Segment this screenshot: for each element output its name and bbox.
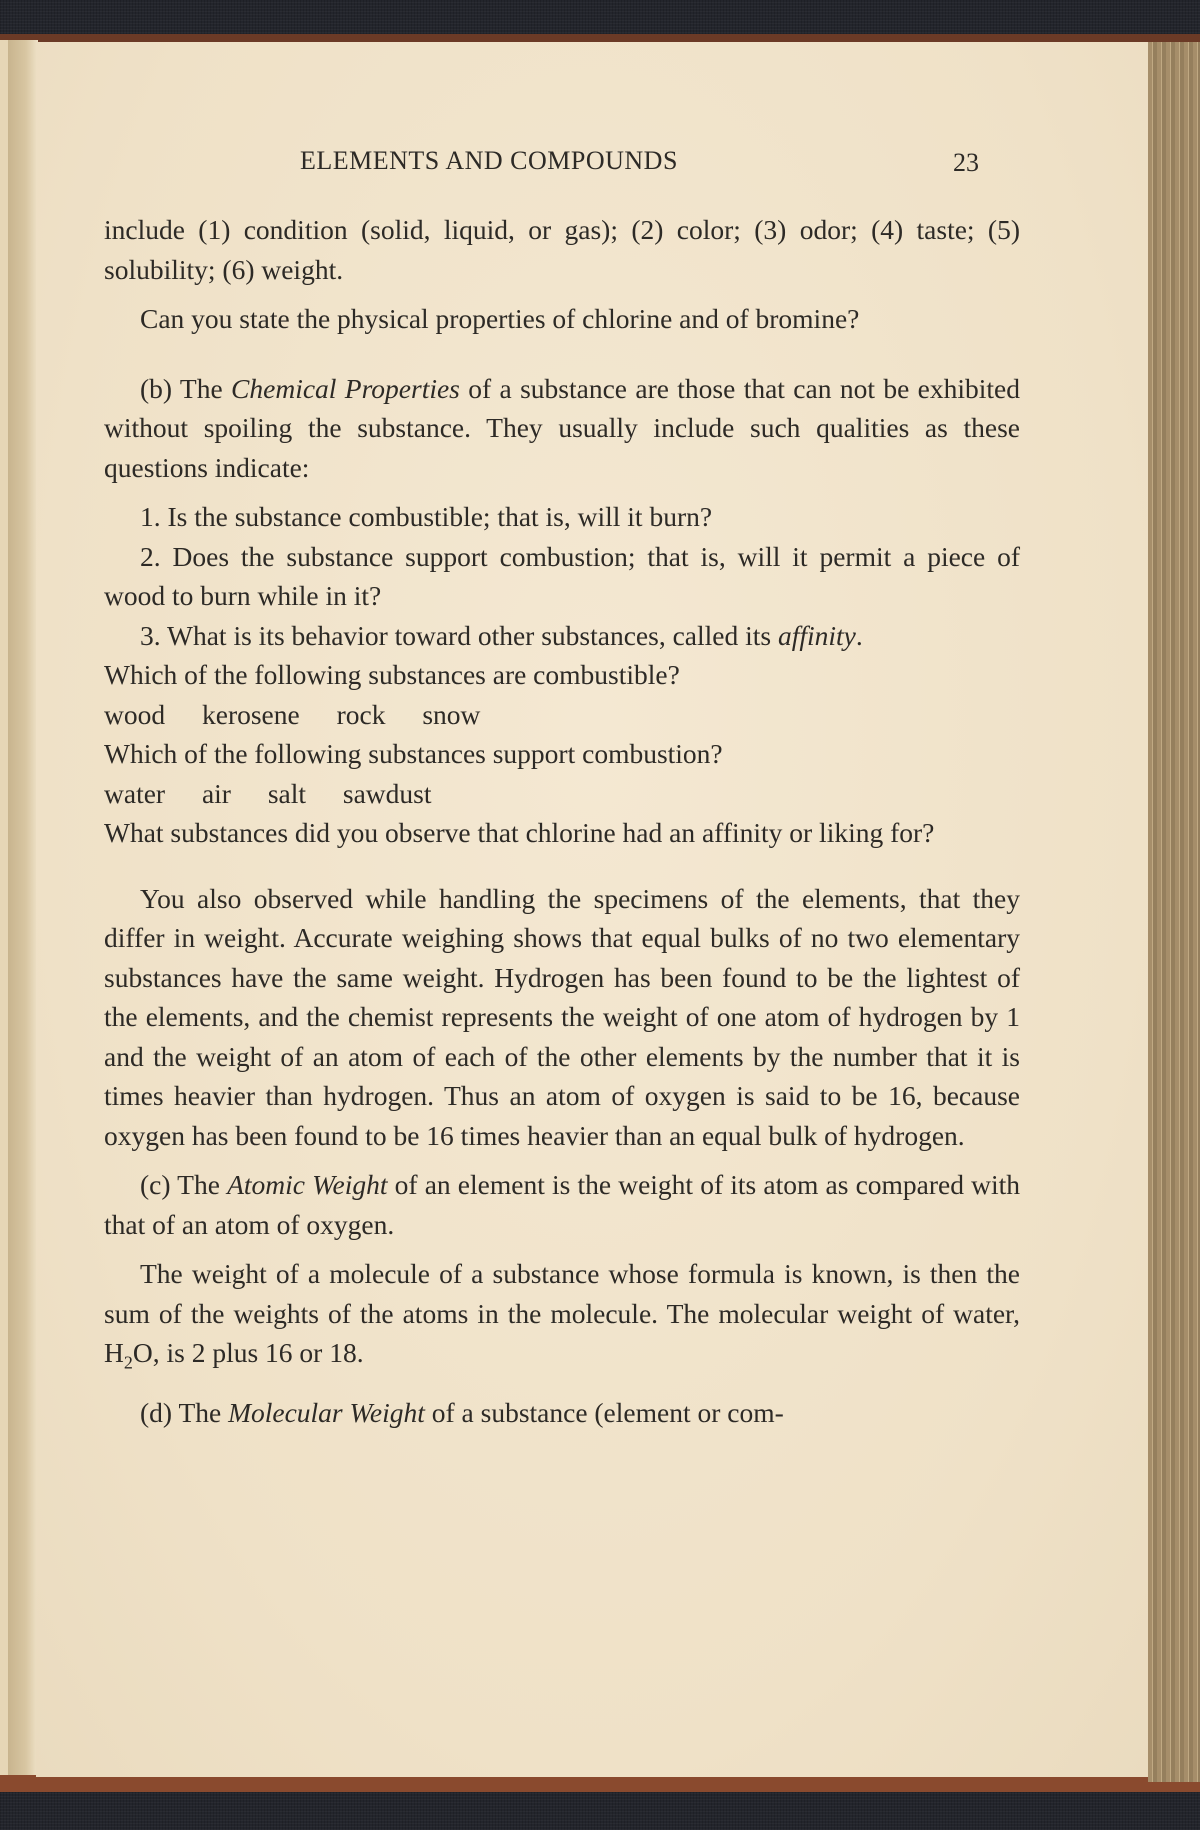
question-number: 2. — [140, 540, 161, 572]
paragraph-physical-properties: include (1) condition (solid, liquid, or gas); (2) color; (3) odor; (4) taste; (5) solubility; (6) weight. — [104, 214, 1020, 285]
question-number: 1. — [140, 501, 161, 532]
section-label-b: (b) The — [140, 372, 232, 404]
question-combustible: Which of the following substances are combustible? — [104, 659, 680, 690]
paragraph-text: The weight of a molecule of a substance whose formula is known, is then the sum of the weights of the atoms in the molecule. The molecular weight of water, H — [104, 1258, 1020, 1368]
question-text: What is its behavior toward other substances, called its — [167, 619, 778, 651]
paragraph-molecular-weight — [104, 1393, 1020, 1433]
running-title: ELEMENTS AND COMPOUNDS — [300, 146, 678, 175]
page-stack-edge — [1148, 42, 1200, 1782]
page-number: 23 — [953, 148, 979, 177]
question-end: . — [855, 619, 863, 651]
paragraph-text: of a substance are those that can not be exhibited without spoiling the substance. They usually include such qualities as these questions indicate: — [104, 372, 1020, 483]
subscript: 2 — [123, 1352, 133, 1373]
term-chemical-properties: Chemical Properties — [231, 372, 460, 404]
term-molecular-weight: Molecular Weight — [228, 1397, 425, 1428]
list-combustible: wood kerosene rock snow — [104, 698, 481, 730]
question-affinity: What substances did you observe that chlorine had an affinity or liking for? — [104, 817, 935, 848]
question-support-combustion: Which of the following substances support combustion? — [104, 738, 723, 769]
section-label-d: (d) The — [140, 1397, 229, 1428]
term-atomic-weight: Atomic Weight — [227, 1169, 388, 1200]
term-affinity: affinity — [777, 619, 856, 651]
page-body — [104, 210, 1020, 1433]
gutter-shadow — [8, 40, 38, 1775]
paragraph-molecule-weight — [104, 1254, 1020, 1383]
paragraph-text: of an element is the weight of its atom as compared with that of an atom of oxygen. — [104, 1169, 1021, 1240]
question-item-2 — [104, 537, 1020, 616]
paragraph-chemical-properties — [104, 369, 1020, 488]
paragraph-atomic-weight — [104, 1165, 1020, 1244]
paragraph-text: of a substance (element or com- — [424, 1397, 784, 1428]
question-number: 3. — [140, 619, 161, 651]
question-chlorine-bromine: Can you state the physical properties of chlorine and of bromine? — [140, 303, 860, 334]
question-item-3 — [104, 616, 1020, 656]
question-item-1 — [104, 497, 1020, 537]
paragraph-weights: You also observed while handling the specimens of the elements, that they differ in weight. Accurate weighing shows that equal bulks of no two elementary substances have the same weight. Hydrogen has been found to be the lightest of the elements, and the chemist represents the weight of one atom of hydrogen by 1 and the weight of an atom of each of the other elements by the number that it is times heavier than hydrogen. Thus an atom of oxygen is said to be 16, because oxygen has been found to be 16 times heavier than an equal bulk of hydrogen. — [104, 882, 1020, 1151]
list-support-combustion: water air salt sawdust — [104, 777, 432, 809]
book-page — [36, 42, 1148, 1777]
question-text: Is the substance combustible; that is, will it burn? — [167, 501, 713, 532]
section-label-c: (c) The — [140, 1169, 228, 1200]
paragraph-text: O, is 2 plus 16 or 18. — [132, 1337, 364, 1368]
question-text: Does the substance support combustion; that is, will it permit a piece of wood to burn while in it? — [104, 540, 1021, 611]
